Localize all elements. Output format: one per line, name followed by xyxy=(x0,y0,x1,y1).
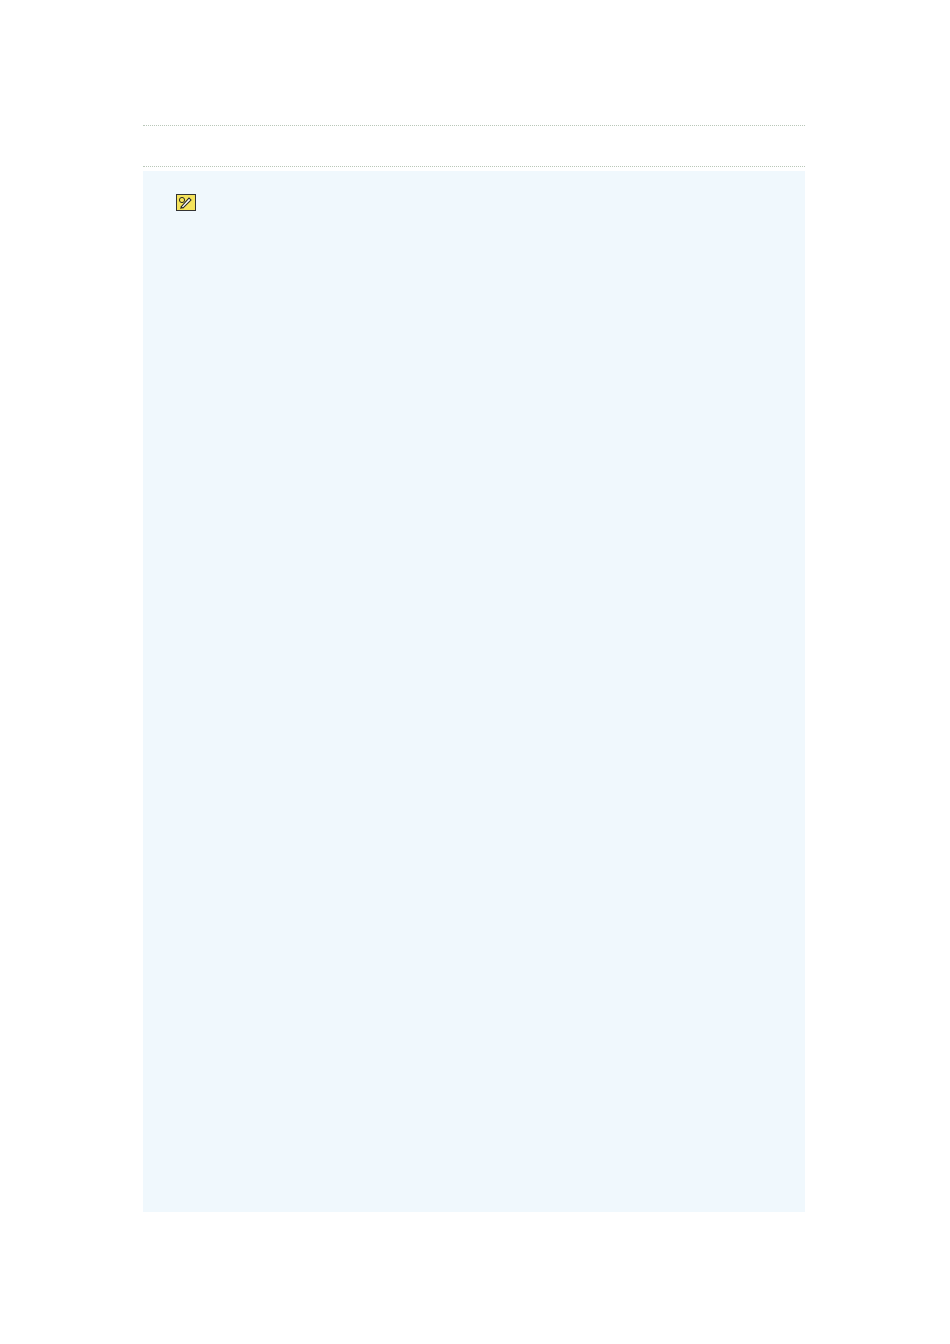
top-divider xyxy=(143,125,805,126)
title-divider xyxy=(143,166,805,167)
edit-note-icon xyxy=(176,194,196,211)
exam-content xyxy=(143,192,805,1212)
intro-line-1 xyxy=(176,192,198,217)
source-bar xyxy=(143,171,805,192)
